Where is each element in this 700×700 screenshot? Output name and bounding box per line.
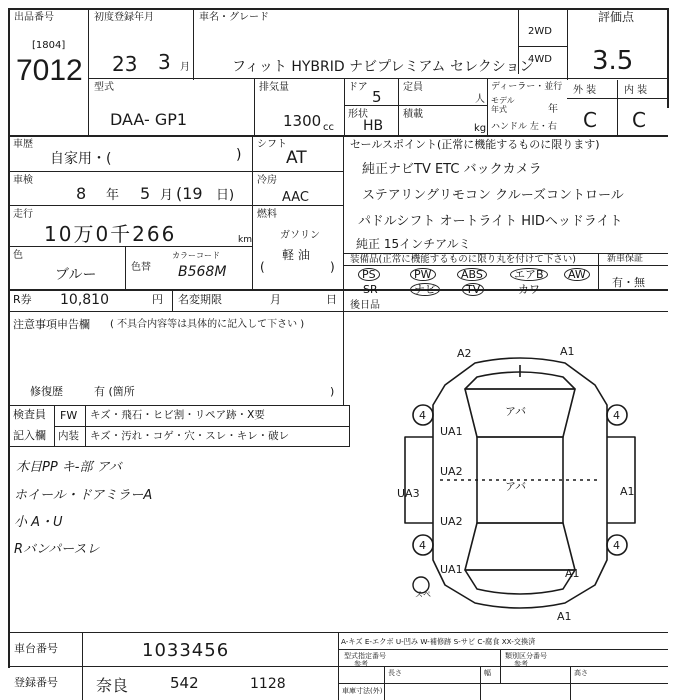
rating-label: 評価点 <box>598 10 635 24</box>
inspection-year: 8 <box>76 184 87 203</box>
displacement-unit: cc <box>323 122 334 133</box>
sales-point-3: パドルシフト オートライト HIDヘッドライト <box>358 214 623 229</box>
load-unit: kg <box>474 123 487 134</box>
equip-airbag: エアB <box>510 268 548 281</box>
shift-value: AT <box>286 148 307 168</box>
form-ref-sub: 参考 <box>354 660 368 668</box>
model-name-label: 車名・グレード <box>199 12 269 23</box>
width-label: 幅 <box>484 669 491 677</box>
later-date-label: 後日品 <box>350 300 380 311</box>
capacity-label: 定員 <box>403 82 423 93</box>
history-value: 自家用・( <box>50 151 112 167</box>
mileage-value: 10万0千266 <box>44 222 177 246</box>
remark-1: 木目PP キ-部 アバ <box>16 460 122 475</box>
model-year-label: モデル年式 <box>491 96 515 114</box>
mark-abag-hood: アバ <box>505 405 527 418</box>
height-label: 高さ <box>574 669 588 677</box>
mark-ua1-left: UA1 <box>440 425 463 438</box>
equip-abs: ABS <box>457 268 487 281</box>
chassis-label: 車台番号 <box>14 642 58 655</box>
fw-label: FW <box>60 409 78 422</box>
fuel-label: 燃料 <box>257 209 277 220</box>
car-diagram <box>395 345 645 630</box>
equip-navi: ナビ <box>410 283 440 296</box>
color-code-label: カラーコード <box>172 251 220 260</box>
inspection-month-unit: 月 <box>160 188 174 203</box>
remark-3: 小 A・U <box>14 515 63 530</box>
voucher-label: R券 <box>13 293 32 306</box>
notes-instruction: ( 不具合内容等は具体的に記入して下さい ) <box>110 319 305 330</box>
handle-label: ハンドル 左・右 <box>491 122 557 132</box>
length-label: 長さ <box>388 669 402 677</box>
size-label: 車庫寸法(外) <box>342 687 383 695</box>
mark-ua1-left-rear: UA1 <box>440 563 463 576</box>
sales-point-1: 純正ナビTV ETC バックカメラ <box>362 162 542 177</box>
doors: 5 <box>372 88 382 106</box>
legend-text: A-キズ E-エクボ U-凹み W-補修跡 S-サビ C-腐食 XX-交換済 <box>341 637 536 646</box>
notes-label: 注意事項申告欄 <box>13 318 90 331</box>
equipment-label: 装備品(正常に機能するものに限り丸を付けて下さい) <box>350 254 576 265</box>
paren-close: ) <box>330 260 335 274</box>
equip-sr: SR <box>363 283 378 296</box>
interior-label: 内 装 <box>624 85 648 96</box>
mark-ua3-left: UA3 <box>397 487 420 500</box>
outer-right-border <box>667 8 669 108</box>
displacement: 1300 <box>283 112 322 130</box>
paren-open: ( <box>260 260 265 274</box>
new-book-label: 新車保証 <box>607 254 644 264</box>
reg-label: 登録番号 <box>14 676 58 689</box>
mark-ua2-left-rear: UA2 <box>440 515 463 528</box>
displacement-label: 排気量 <box>259 82 289 93</box>
sales-point-2: ステアリングリモコン クルーズコントロール <box>362 188 624 203</box>
inspection-day: (19 <box>176 184 203 203</box>
reg-class: 542 <box>170 674 199 692</box>
drive-4wd: 4WD <box>528 54 552 65</box>
year-unit: 年 <box>548 104 558 115</box>
remark-4: Rバンパースレ <box>14 542 100 557</box>
mark-a1-right: A1 <box>620 485 635 498</box>
first-reg-year: 23 <box>112 52 138 76</box>
fuel-gas: ガソリン <box>280 230 320 241</box>
color-code: B568M <box>178 264 227 280</box>
sales-points-label: セールスポイント(正常に機能するものに限ります) <box>350 138 600 151</box>
class-ref-label: 類別区分番号 <box>505 652 547 660</box>
inspector-label: 検査員 <box>13 408 46 421</box>
repair-close: ) <box>330 385 335 398</box>
equip-aw: AW <box>564 268 590 281</box>
color-change-label: 色替 <box>131 262 151 273</box>
capacity-unit: 人 <box>475 94 485 105</box>
form-ref-label: 型式指定番号 <box>344 652 386 660</box>
sales-point-4: 純正 15インチアルミ <box>356 237 471 251</box>
equip-pw: PW <box>410 268 436 281</box>
model-type: DAA- GP1 <box>110 110 188 129</box>
history-close: ) <box>236 147 242 163</box>
ac-value: AAC <box>282 190 309 205</box>
first-reg-label: 初度登録年月 <box>94 12 154 23</box>
interior-grade: C <box>632 108 646 132</box>
lot-label: 出品番号 <box>14 12 54 23</box>
inspection-year-unit: 年 <box>106 188 120 203</box>
yen-unit: 円 <box>152 293 163 306</box>
mark-a1-rear: A1 <box>557 610 572 623</box>
month-unit: 月 <box>180 62 190 73</box>
doors-label: ドア <box>348 82 368 93</box>
first-reg-month: 3 <box>158 50 171 74</box>
mark-ua2-left: UA2 <box>440 465 463 478</box>
remark-2: ホイール・ドアミラーA <box>14 488 153 503</box>
mark-a1-right-rear: A1 <box>565 567 580 580</box>
exterior-grade: C <box>583 108 597 132</box>
inspection-day-unit: 日) <box>216 188 235 203</box>
int-items: キズ・汚れ・コゲ・穴・スレ・キレ・破レ <box>90 430 290 442</box>
entry-label: 記入欄 <box>13 429 46 442</box>
chassis-value: 1033456 <box>142 640 230 661</box>
reg-region: 奈良 <box>96 676 129 695</box>
repair-value: 有 (箇所 <box>94 385 135 398</box>
mark-a2-front: A2 <box>457 347 472 360</box>
mark-spare: スペ <box>415 590 431 599</box>
inspection-label: 車検 <box>13 175 33 186</box>
color-label: 色 <box>13 250 23 261</box>
name-change-label: 名変期限 <box>178 293 222 306</box>
mileage-unit: km <box>238 235 252 245</box>
new-book-value: 有・無 <box>612 276 645 289</box>
rating-value: 3.5 <box>592 46 634 76</box>
voucher-value: 10,810 <box>60 292 109 308</box>
body-label: 形状 <box>348 109 368 120</box>
mark-4-fl: 4 <box>419 409 426 422</box>
ac-label: 冷房 <box>257 175 277 186</box>
history-label: 車歴 <box>13 139 33 150</box>
body-type: HB <box>363 118 384 134</box>
mark-abag-roof: アバ <box>505 480 527 493</box>
fuel-diesel: 軽 油 <box>282 248 310 262</box>
drive-2wd: 2WD <box>528 26 552 37</box>
equip-ps: PS <box>358 268 380 281</box>
mark-4-rr: 4 <box>613 539 620 552</box>
mileage-label: 走行 <box>13 209 33 220</box>
outer-left-border <box>8 8 10 668</box>
color-value: ブルー <box>55 267 97 283</box>
mark-4-fr: 4 <box>613 409 620 422</box>
name-change-month: 月 <box>270 293 281 306</box>
equip-tv: TV <box>462 283 484 296</box>
reg-number: 1128 <box>250 676 286 692</box>
name-change-day: 日 <box>326 293 337 306</box>
shift-label: シフト <box>257 139 287 150</box>
lot-number: 7012 <box>16 54 83 87</box>
class-ref-sub: 参考 <box>514 660 528 668</box>
lot-code: [1804] <box>32 40 66 51</box>
load-label: 積載 <box>403 109 423 120</box>
int-label: 内装 <box>58 430 79 442</box>
model-name: フィット HYBRID ナビプレミアム セレクション <box>232 59 534 75</box>
exterior-label: 外 装 <box>573 85 597 96</box>
mark-4-rl: 4 <box>419 539 426 552</box>
repair-label: 修復歴 <box>30 385 63 398</box>
dealer-label: ディーラー・並行 <box>491 82 563 92</box>
mark-a1-front: A1 <box>560 345 575 358</box>
fw-items: キズ・飛石・ヒビ割・リペア跡・X要 <box>90 409 265 421</box>
equip-leather: カワ <box>518 283 540 296</box>
inspection-month: 5 <box>140 184 151 203</box>
outer-top-border <box>8 8 668 10</box>
model-type-label: 型式 <box>94 82 114 93</box>
